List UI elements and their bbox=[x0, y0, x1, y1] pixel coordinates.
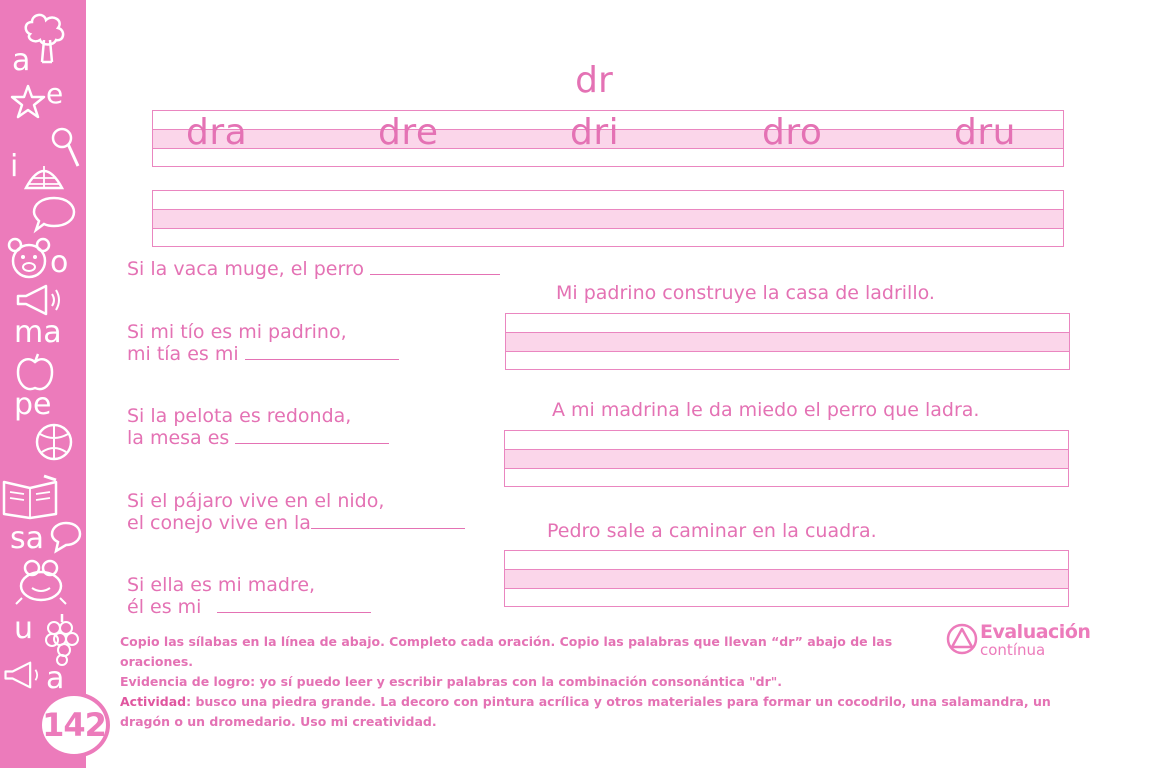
megaphone-icon bbox=[14, 284, 64, 316]
instructions-line-1: Copio las sílabas en la línea de abajo. Completo cada oración. Copio las palabras que llevan “dr” abajo de las oraciones. bbox=[120, 634, 893, 669]
activity-paragraph bbox=[120, 692, 1080, 732]
question-2-line2: mi tía es mi bbox=[127, 343, 239, 365]
sentence-3: Pedro sale a caminar en la cuadra. bbox=[547, 520, 877, 542]
syllable-dru: dru bbox=[954, 112, 1016, 153]
megaphone-icon-2 bbox=[2, 660, 46, 690]
frog-icon bbox=[14, 558, 68, 606]
sentence-3-copy-lines[interactable] bbox=[504, 550, 1069, 607]
speech-bubble-small-icon bbox=[50, 520, 82, 554]
question-4 bbox=[127, 490, 465, 534]
bear-icon bbox=[6, 236, 52, 280]
strip-letter-e: e bbox=[46, 77, 64, 110]
sentence-2: A mi madrina le da miedo el perro que ladra. bbox=[552, 399, 980, 421]
question-5-line1: Si ella es mi madre, bbox=[127, 574, 316, 596]
syllable-dre: dre bbox=[378, 112, 439, 153]
question-2-line1: Si mi tío es mi padrino, bbox=[127, 321, 347, 343]
question-3-line2: la mesa es bbox=[127, 427, 230, 449]
answer-blank-3[interactable] bbox=[235, 427, 389, 444]
speech-bubble-icon bbox=[32, 194, 78, 234]
sentence-1: Mi padrino construye la casa de ladrillo. bbox=[556, 282, 935, 304]
triangle-circle-icon bbox=[946, 623, 978, 655]
activity-text: : busco una piedra grande. La decoro con pintura acrílica y otros materiales para formar un cocodrilo, una salamandra, un dragón o un dromedario. Uso mi creatividad. bbox=[120, 694, 1051, 729]
strip-letter-u: u bbox=[14, 611, 34, 646]
book-icon bbox=[0, 474, 62, 520]
grapes-icon bbox=[44, 612, 80, 666]
star-icon bbox=[10, 84, 46, 120]
syllable-copy-lines[interactable] bbox=[152, 190, 1064, 247]
instructions-block bbox=[120, 632, 1080, 732]
question-5 bbox=[127, 574, 371, 618]
question-3-line1: Si la pelota es redonda, bbox=[127, 405, 352, 427]
strip-syllable-sa: sa bbox=[10, 521, 45, 556]
question-1 bbox=[127, 258, 500, 280]
strip-syllable-pe: pe bbox=[14, 387, 52, 422]
question-1-text: Si la vaca muge, el perro bbox=[127, 258, 364, 280]
answer-blank-5[interactable] bbox=[217, 596, 371, 613]
question-5-line2: él es mi bbox=[127, 596, 202, 618]
strip-letter-a: a bbox=[12, 43, 31, 78]
strip-letter-i: i bbox=[10, 149, 19, 184]
sentence-2-copy-lines[interactable] bbox=[504, 430, 1069, 487]
sentence-1-copy-lines[interactable] bbox=[505, 313, 1070, 370]
igloo-icon bbox=[24, 158, 64, 190]
strip-letter-o: o bbox=[50, 245, 69, 280]
page-title: dr bbox=[575, 60, 613, 101]
strip-letter-a-bottom: a bbox=[46, 661, 65, 696]
evaluation-badge bbox=[946, 619, 1091, 663]
answer-blank-2[interactable] bbox=[245, 343, 399, 360]
decorative-side-strip bbox=[0, 0, 86, 768]
question-2 bbox=[127, 321, 399, 365]
page-number: 142 bbox=[38, 692, 110, 758]
evaluation-title: Evaluación bbox=[980, 621, 1091, 643]
evaluation-subtitle: contínua bbox=[980, 641, 1046, 659]
ball-icon bbox=[34, 422, 74, 462]
strip-syllable-ma: ma bbox=[14, 315, 62, 350]
answer-blank-1[interactable] bbox=[370, 258, 500, 275]
instructions-line-2: Evidencia de logro: yo sí puedo leer y escribir palabras con la combinación consonántica "dr". bbox=[120, 674, 783, 689]
question-3 bbox=[127, 405, 389, 449]
syllable-dra: dra bbox=[186, 112, 248, 153]
question-4-line1: Si el pájaro vive en el nido, bbox=[127, 490, 385, 512]
answer-blank-4[interactable] bbox=[311, 512, 465, 529]
activity-label: Actividad bbox=[120, 694, 187, 709]
syllable-dro: dro bbox=[762, 112, 823, 153]
question-4-line2: el conejo vive en la bbox=[127, 512, 311, 534]
syllable-dri: dri bbox=[570, 112, 620, 153]
